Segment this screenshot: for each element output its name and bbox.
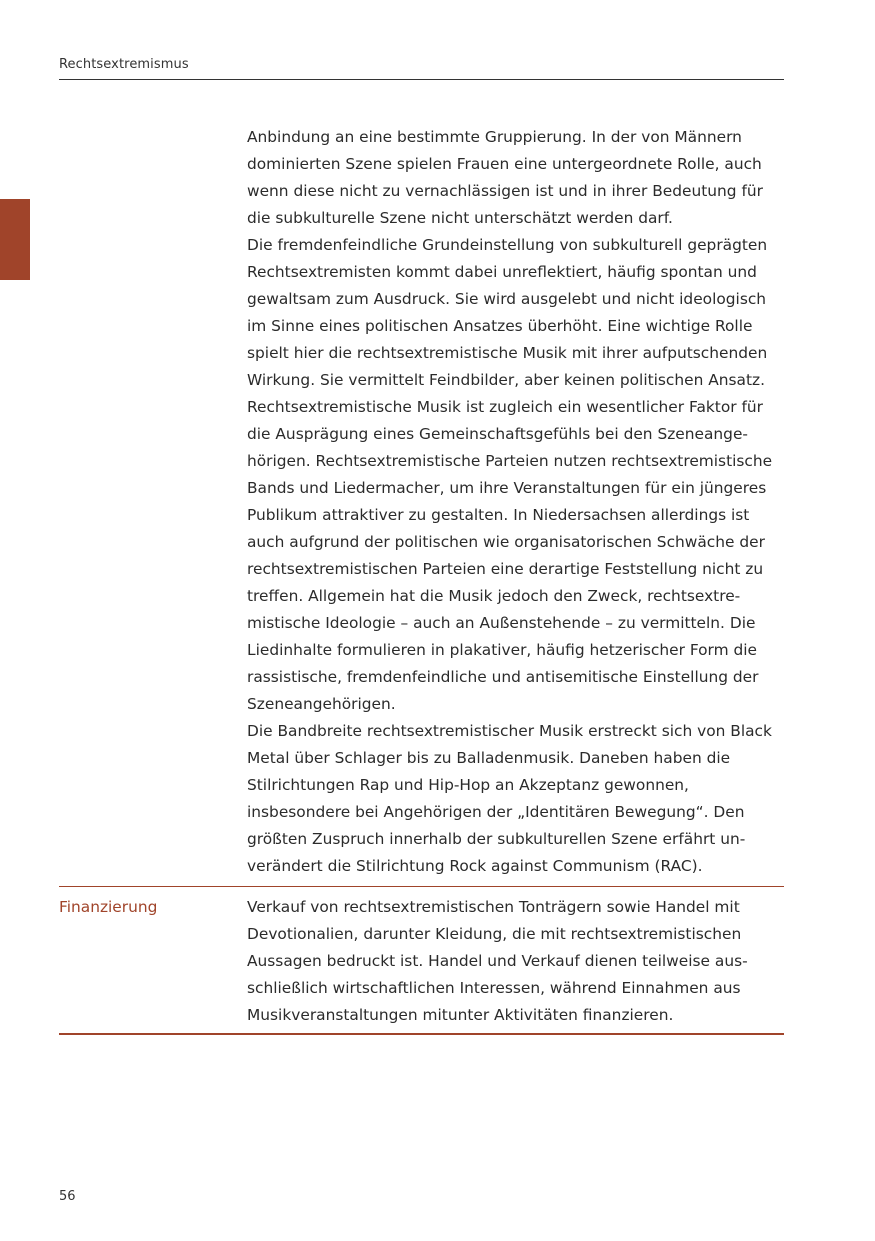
continued-text-block xyxy=(247,124,777,880)
row-divider-bottom xyxy=(59,1033,784,1035)
page-number: 56 xyxy=(59,1189,76,1204)
running-head: Rechtsextremismus xyxy=(59,57,189,72)
paragraph-bandbreite: Die Bandbreite rechtsextremistischer Musik erstreckt sich von Black Metal über Schlager bis zu Balladenmusik. Daneben haben die Stilrichtungen Rap und Hip-Hop an Akzeptanz gewonnen, insbesondere bei Angehörigen der „Identitären Bewegung“. Den größten Zuspruch innerhalb der subkulturellen Szene erfährt unverändert die Stilrichtung Rock against Communism (RAC). xyxy=(247,722,772,875)
header-rule xyxy=(59,79,784,80)
paragraph-finanzierung: Verkauf von rechtsextremistischen Tonträgern sowie Handel mit Devotionalien, darunter Kleidung, die mit rechtsextremistischen Aussagen bedruckt ist. Handel und Verkauf dienen teilweise ausschließlich wirtschaftlichen Interessen, während Einnahmen aus Musikveranstaltungen mitunter Aktivitäten finanzieren. xyxy=(247,898,748,1024)
paragraph-grundeinstellung: Die fremdenfeindliche Grundeinstellung von subkulturell geprägten Rechtsextremisten kommt dabei unreflektiert, häufig spontan und gewaltsam zum Ausdruck. Sie wird ausgelebt und nicht ideologisch im Sinne eines politischen Ansatzes überhöht. Eine wichtige Rolle spielt hier die rechtsextremistische Musik mit ihrer aufputschenden Wirkung. Sie vermittelt Feindbilder, aber keinen politischen Ansatz. Rechtsextremistische Musik ist zugleich ein wesentlicher Faktor für die Ausprägung eines Gemeinschaftsgefühls bei den Szeneangehörigen. Rechtsextremistische Parteien nutzen rechtsextremistische Bands und Liedermacher, um ihre Veranstaltungen für ein jüngeres Publikum attraktiver zu gestalten. In Niedersachsen allerdings ist auch aufgrund der politischen wie organisatorischen Schwäche der rechtsextremistischen Parteien eine derartige Feststellung nicht zu treffen. Allgemein hat die Musik jedoch den Zweck, rechtsextremistische Ideologie – auch an Außenstehende – zu vermitteln. Die Liedinhalte formulieren in plakativer, häufig hetzerischer Form die rassistische, fremdenfeindliche und antisemitische Einstellung der Szeneangehörigen. xyxy=(247,236,773,713)
finanzierung-text-block xyxy=(247,894,777,1029)
paragraph-anbindung: Anbindung an eine bestimmte Gruppierung. In der von Männern dominierten Szene spielen Frauen eine untergeordnete Rolle, auch wenn diese nicht zu vernachlässigen ist und in ihrer Bedeutung für die subkulturelle Szene nicht unterschätzt werden darf. xyxy=(247,128,763,227)
chapter-side-tab xyxy=(0,199,30,280)
row-divider-top xyxy=(59,886,784,887)
row-label-finanzierung: Finanzierung xyxy=(59,898,158,916)
